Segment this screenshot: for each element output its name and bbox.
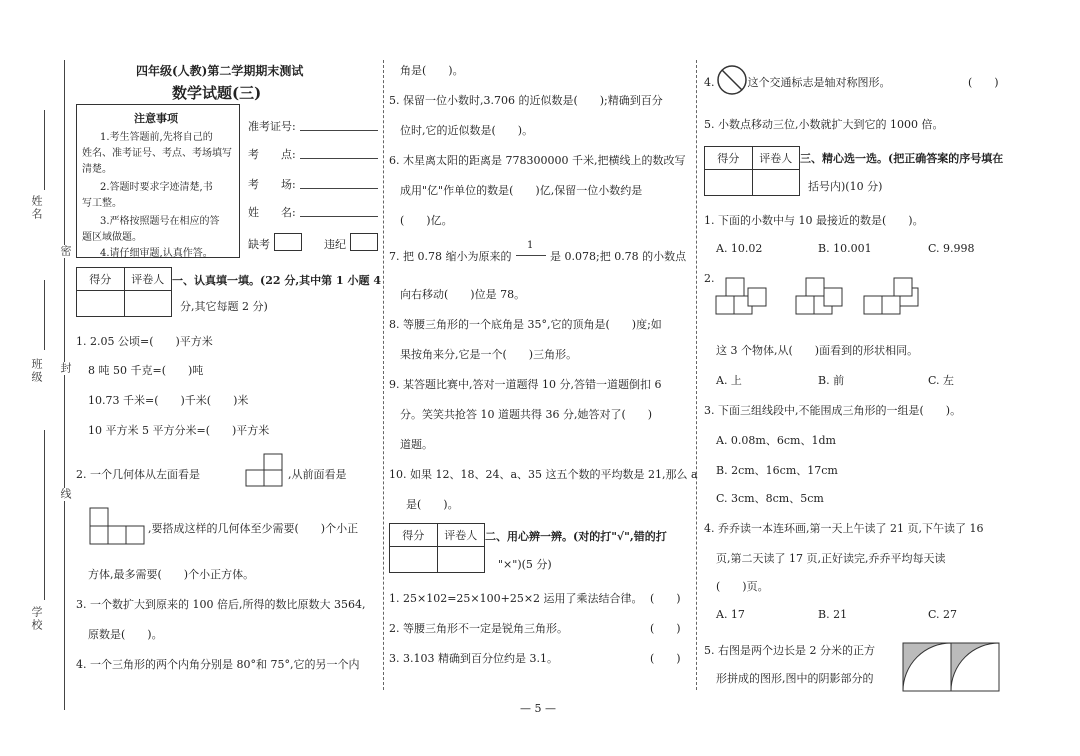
grader-header: 评卷人 <box>444 529 478 542</box>
site-label: 考 点: <box>248 148 296 161</box>
s1-q4-a: 4. 一个三角形的两个内角分别是 80°和 75°,它的另一个内 <box>76 658 360 671</box>
s2-answer-paren[interactable]: ( ) <box>968 76 999 89</box>
s1-q7-c: 向右移动( )位是 78。 <box>400 288 526 301</box>
score-table-1 <box>76 267 172 317</box>
s1-q1-line: 8 吨 50 千克=( )吨 <box>88 364 204 377</box>
s1-q9-a: 9. 某答题比赛中,答对一道题得 10 分,答错一道题倒扣 6 <box>389 378 662 391</box>
s3-q4-a: 4. 乔乔读一本连环画,第一天上午读了 21 页,下午读了 16 <box>704 522 984 535</box>
s1-q10-a: 10. 如果 12、18、24、a、35 这五个数的平均数是 21,那么 a <box>389 468 698 481</box>
score-header: 得分 <box>705 147 753 169</box>
room-field[interactable] <box>300 188 378 189</box>
s3-q1-opt[interactable]: C. 9.998 <box>928 242 975 255</box>
s3-q1-opt[interactable]: A. 10.02 <box>716 242 763 255</box>
notice-line: 4.请仔细审题,认真作答。 <box>100 248 213 259</box>
s2-answer-paren[interactable]: ( ) <box>650 592 681 605</box>
score-table-2 <box>389 523 485 573</box>
s1-q8-a: 8. 等腰三角形的一个底角是 35°,它的顶角是( )度;如 <box>389 318 662 331</box>
notice-line: 姓名、准考证号、考点、考场填写 <box>82 148 232 159</box>
s1-q1-line: 10 平方米 5 平方分米=( )平方米 <box>88 424 270 437</box>
notice-line: 3.严格按照题号在相应的答 <box>100 216 220 227</box>
notice-line: 写工整。 <box>82 198 122 209</box>
site-field[interactable] <box>300 158 378 159</box>
section2-heading-cont: "×")(5 分) <box>498 558 552 571</box>
score-table-3 <box>704 146 800 196</box>
score-cell[interactable] <box>705 170 753 195</box>
school-underline <box>44 430 45 600</box>
s1-q6-a: 6. 木星离太阳的距离是 778300000 千米,把横线上的数改写 <box>389 154 686 167</box>
s3-q5-b: 形拼成的图形,图中的阴影部分的 <box>716 672 874 685</box>
s3-q2-text: 这 3 个物体,从( )面看到的形状相同。 <box>716 344 919 357</box>
column-divider-2 <box>696 60 697 690</box>
s1-q3-b: 原数是( )。 <box>88 628 163 641</box>
s3-q5-a: 5. 右图是两个边长是 2 分米的正方 <box>704 644 875 657</box>
notice-line: 题区域做题。 <box>82 232 142 243</box>
s1-q2-d: 方体,最多需要( )个小正方体。 <box>88 568 255 581</box>
seal-char-feng: 封 <box>59 362 72 375</box>
room-label: 考 场: <box>248 178 296 191</box>
s3-q4-c: ( )页。 <box>716 580 769 593</box>
grader-header: 评卷人 <box>759 152 793 165</box>
seal-char-mi: 密 <box>59 245 72 258</box>
notice-line: 2.答题时要求字迹清楚,书 <box>100 182 213 193</box>
s1-q9-c: 道题。 <box>400 438 433 451</box>
s1-q6-b: 成用"亿"作单位的数是( )亿,保留一位小数约是 <box>400 184 643 197</box>
s1-q1-line: 10.73 千米=( )千米( )米 <box>88 394 249 407</box>
grader-cell[interactable] <box>125 291 172 316</box>
fraction-bar <box>516 255 546 256</box>
seal-char-xian: 线 <box>59 488 72 501</box>
s1-q8-b: 果按角来分,它是一个( )三角形。 <box>400 348 578 361</box>
s3-q2-opt[interactable]: B. 前 <box>818 374 845 387</box>
s1-q4-b: 角是( )。 <box>400 64 464 77</box>
s2-item: 3. 3.103 精确到百分位约是 3.1。 <box>389 652 558 665</box>
binding-line <box>64 60 65 710</box>
s1-q2-b: ,从前面看是 <box>288 468 347 481</box>
s3-q2: 2. <box>704 272 715 285</box>
grader-cell[interactable] <box>438 547 485 572</box>
violation-box[interactable] <box>350 233 378 251</box>
s1-q5-b: 位时,它的近似数是( )。 <box>400 124 534 137</box>
s2-item: 4. 这个交通标志是轴对称图形。 <box>704 76 891 89</box>
score-cell[interactable] <box>390 547 438 572</box>
column-divider-1 <box>383 60 384 690</box>
s1-q5-a: 5. 保留一位小数时,3.706 的近似数是( );精确到百分 <box>389 94 663 107</box>
exam-id-field[interactable] <box>300 130 378 131</box>
section1-heading-cont: 分,其它每题 2 分) <box>180 300 268 313</box>
s2-answer-paren[interactable]: ( ) <box>650 652 681 665</box>
s3-q2-opt[interactable]: A. 上 <box>716 374 742 387</box>
absent-label: 缺考 <box>248 238 270 251</box>
s3-q1-opt[interactable]: B. 10.001 <box>818 242 872 255</box>
s2-answer-paren[interactable]: ( ) <box>650 622 681 635</box>
s3-q3-opt[interactable]: A. 0.08m、6cm、1dm <box>716 434 836 447</box>
page-number: — 5 — <box>520 702 556 715</box>
s3-q1: 1. 下面的小数中与 10 最接近的数是( )。 <box>704 214 924 227</box>
notice-title: 注意事项 <box>134 112 178 125</box>
score-header: 得分 <box>77 268 125 290</box>
name-field[interactable] <box>300 216 378 217</box>
s1-q7-a: 7. 把 0.78 缩小为原来的 <box>389 250 512 263</box>
s3-q3-opt[interactable]: C. 3cm、8cm、5cm <box>716 492 824 505</box>
class-label: 班级 <box>30 358 43 384</box>
front-view-figure <box>88 506 146 546</box>
exam-title: 四年级(人教)第二学期期末测试 <box>136 64 304 78</box>
s3-q2-opt[interactable]: C. 左 <box>928 374 955 387</box>
s1-q2-a: 2. 一个几何体从左面看是 <box>76 468 200 481</box>
s3-q3: 3. 下面三组线段中,不能围成三角形的一组是( )。 <box>704 404 962 417</box>
s1-q2-c: ,要搭成这样的几何体至少需要( )个小正 <box>148 522 359 535</box>
class-underline <box>44 280 45 350</box>
absent-box[interactable] <box>274 233 302 251</box>
section3-heading: 三、精心选一选。(把正确答案的序号填在 <box>800 152 1004 165</box>
s2-item: 2. 等腰三角形不一定是锐角三角形。 <box>389 622 568 635</box>
exam-id-label: 准考证号: <box>248 120 296 133</box>
s1-q9-b: 分。笑笑共抢答 10 道题共得 36 分,她答对了( ) <box>400 408 653 421</box>
s3-q4-opt[interactable]: C. 27 <box>928 608 958 621</box>
section2-heading: 二、用心辨一辨。(对的打"√",错的打 <box>485 530 667 543</box>
cube-figures <box>712 268 952 324</box>
s2-item: 1. 25×102=25×100+25×2 运用了乘法结合律。 <box>389 592 643 605</box>
s3-q3-opt[interactable]: B. 2cm、16cm、17cm <box>716 464 838 477</box>
violation-label: 违纪 <box>324 238 346 251</box>
shaded-squares-figure <box>902 642 1000 692</box>
s3-q4-opt[interactable]: B. 21 <box>818 608 848 621</box>
section3-heading-cont: 括号内)(10 分) <box>808 180 883 193</box>
score-cell[interactable] <box>77 291 125 316</box>
score-header: 得分 <box>390 524 438 546</box>
grader-header: 评卷人 <box>131 273 165 286</box>
no-entry-sign-icon <box>716 64 748 96</box>
s3-q4-opt[interactable]: A. 17 <box>716 608 745 621</box>
notice-line: 1.考生答题前,先将自己的 <box>100 132 213 143</box>
s3-q4-b: 页,第二天读了 17 页,正好读完,乔乔平均每天读 <box>716 552 946 565</box>
name-underline <box>44 110 45 190</box>
name-label-field: 姓 名: <box>248 206 296 219</box>
s2-item: 5. 小数点移动三位,小数就扩大到它的 1000 倍。 <box>704 118 944 131</box>
s1-q3-a: 3. 一个数扩大到原来的 100 倍后,所得的数比原数大 3564, <box>76 598 366 611</box>
school-label: 学校 <box>30 606 43 632</box>
name-label: 姓名 <box>30 195 43 221</box>
s1-q10-b: 是( )。 <box>406 498 459 511</box>
exam-subtitle: 数学试题(三) <box>172 84 262 102</box>
s1-q7-frac: 1 <box>527 240 534 251</box>
s1-q1-line: 1. 2.05 公顷=( )平方米 <box>76 335 213 348</box>
s1-q6-c: ( )亿。 <box>400 214 453 227</box>
left-view-figure <box>244 452 284 490</box>
s1-q7-b: 是 0.078;把 0.78 的小数点 <box>550 250 687 263</box>
notice-line: 清楚。 <box>82 164 112 175</box>
grader-cell[interactable] <box>753 170 800 195</box>
section1-heading: 一、认真填一填。(22 分,其中第 1 小题 4 <box>172 274 381 287</box>
